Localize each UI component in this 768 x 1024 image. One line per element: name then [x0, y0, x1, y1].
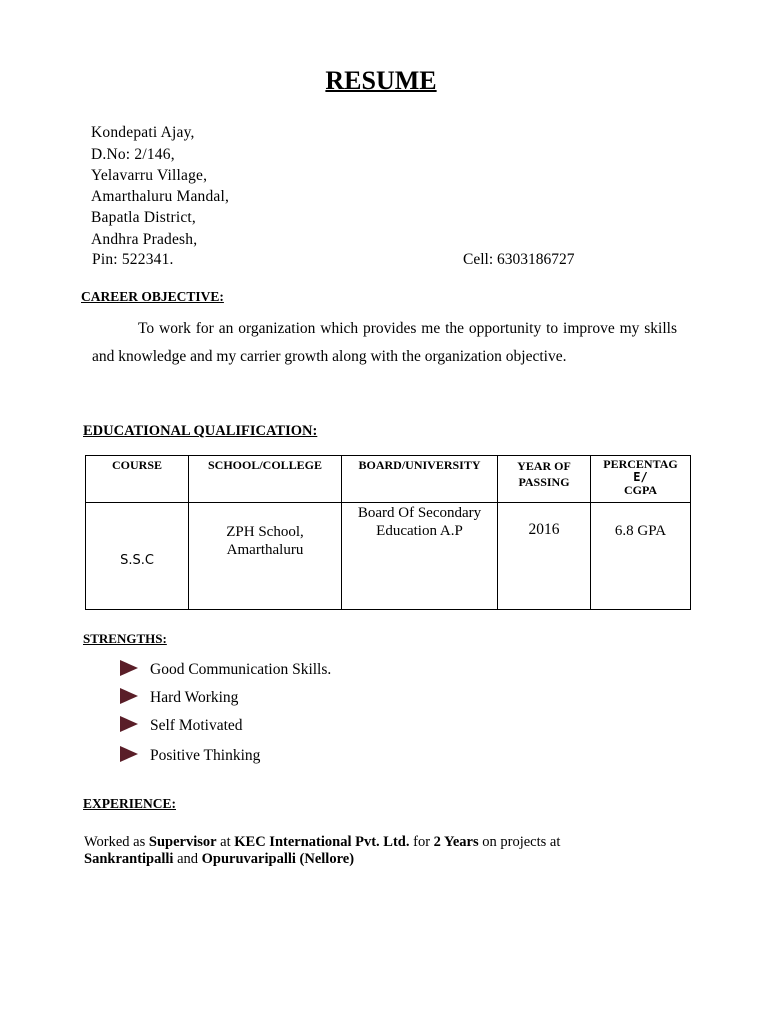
cell-school: ZPH School, Amarthaluru — [189, 503, 342, 610]
list-item — [120, 660, 331, 679]
list-item — [120, 716, 243, 735]
experience-role: Supervisor — [148, 834, 217, 850]
experience-duration: 2 Years — [433, 834, 479, 850]
experience-place-1: Sankrantipalli — [84, 851, 174, 867]
cell-score: 6.8 GPA — [591, 503, 691, 610]
address-line-village: Yelavarru Village, — [91, 167, 208, 184]
education-table-header — [86, 456, 691, 503]
address-line-state: Andhra Pradesh, — [91, 231, 198, 248]
experience-company: KEC International Pvt. Ltd. — [234, 834, 410, 850]
header-percentage-line1: PERCENTAG — [603, 457, 678, 471]
cell-course: S.S.C — [86, 503, 189, 610]
list-item — [120, 688, 238, 707]
experience-text-part: for — [409, 834, 434, 850]
experience-text-part: and — [173, 851, 202, 867]
experience-text-part: Worked as — [84, 834, 149, 850]
arrow-bullet-icon — [120, 716, 138, 732]
header-course: COURSE — [86, 456, 189, 503]
address-line-pin: Pin: 522341. — [92, 251, 174, 268]
address-line-district: Bapatla District, — [91, 209, 196, 226]
strength-label: Self Motivated — [150, 717, 243, 734]
header-percentage — [591, 456, 691, 503]
address-line-mandal: Amarthaluru Mandal, — [91, 188, 230, 205]
header-board: BOARD/UNIVERSITY — [342, 456, 498, 503]
header-percentage-line3: CGPA — [623, 483, 658, 497]
career-objective-heading: CAREER OBJECTIVE: — [81, 289, 224, 304]
strengths-heading: STRENGTHS: — [83, 631, 167, 646]
arrow-bullet-icon — [120, 660, 138, 676]
address-line-name: Kondepati Ajay, — [91, 124, 195, 141]
resume-title: RESUME — [325, 66, 437, 95]
strength-label: Good Communication Skills. — [150, 661, 332, 678]
cell-number: Cell: 6303186727 — [463, 251, 575, 268]
cell-board: Board Of Secondary Education A.P — [342, 503, 498, 610]
list-item — [120, 746, 260, 765]
experience-place-2: Opuruvaripalli (Nellore) — [201, 851, 355, 867]
header-percentage-line2: E/ — [633, 470, 648, 484]
experience-heading: EXPERIENCE: — [83, 796, 177, 811]
cell-year: 2016 — [498, 503, 591, 610]
header-school: SCHOOL/COLLEGE — [189, 456, 342, 503]
education-table — [85, 455, 691, 610]
strength-label: Positive Thinking — [150, 747, 261, 764]
arrow-bullet-icon — [120, 746, 138, 762]
strength-label: Hard Working — [150, 689, 239, 706]
experience-text — [84, 834, 684, 868]
experience-text-part: on projects at — [478, 834, 561, 850]
table-row — [86, 503, 691, 610]
address-line-door: D.No: 2/146, — [91, 146, 175, 163]
education-heading: EDUCATIONAL QUALIFICATION: — [83, 423, 318, 439]
header-year: YEAR OF PASSING — [498, 456, 591, 503]
career-objective-text: To work for an organization which provides me the opportunity to improve my skills and knowledge and my carrier growth along with the organization objective. — [92, 320, 677, 365]
experience-text-part: at — [216, 834, 235, 850]
arrow-bullet-icon — [120, 688, 138, 704]
